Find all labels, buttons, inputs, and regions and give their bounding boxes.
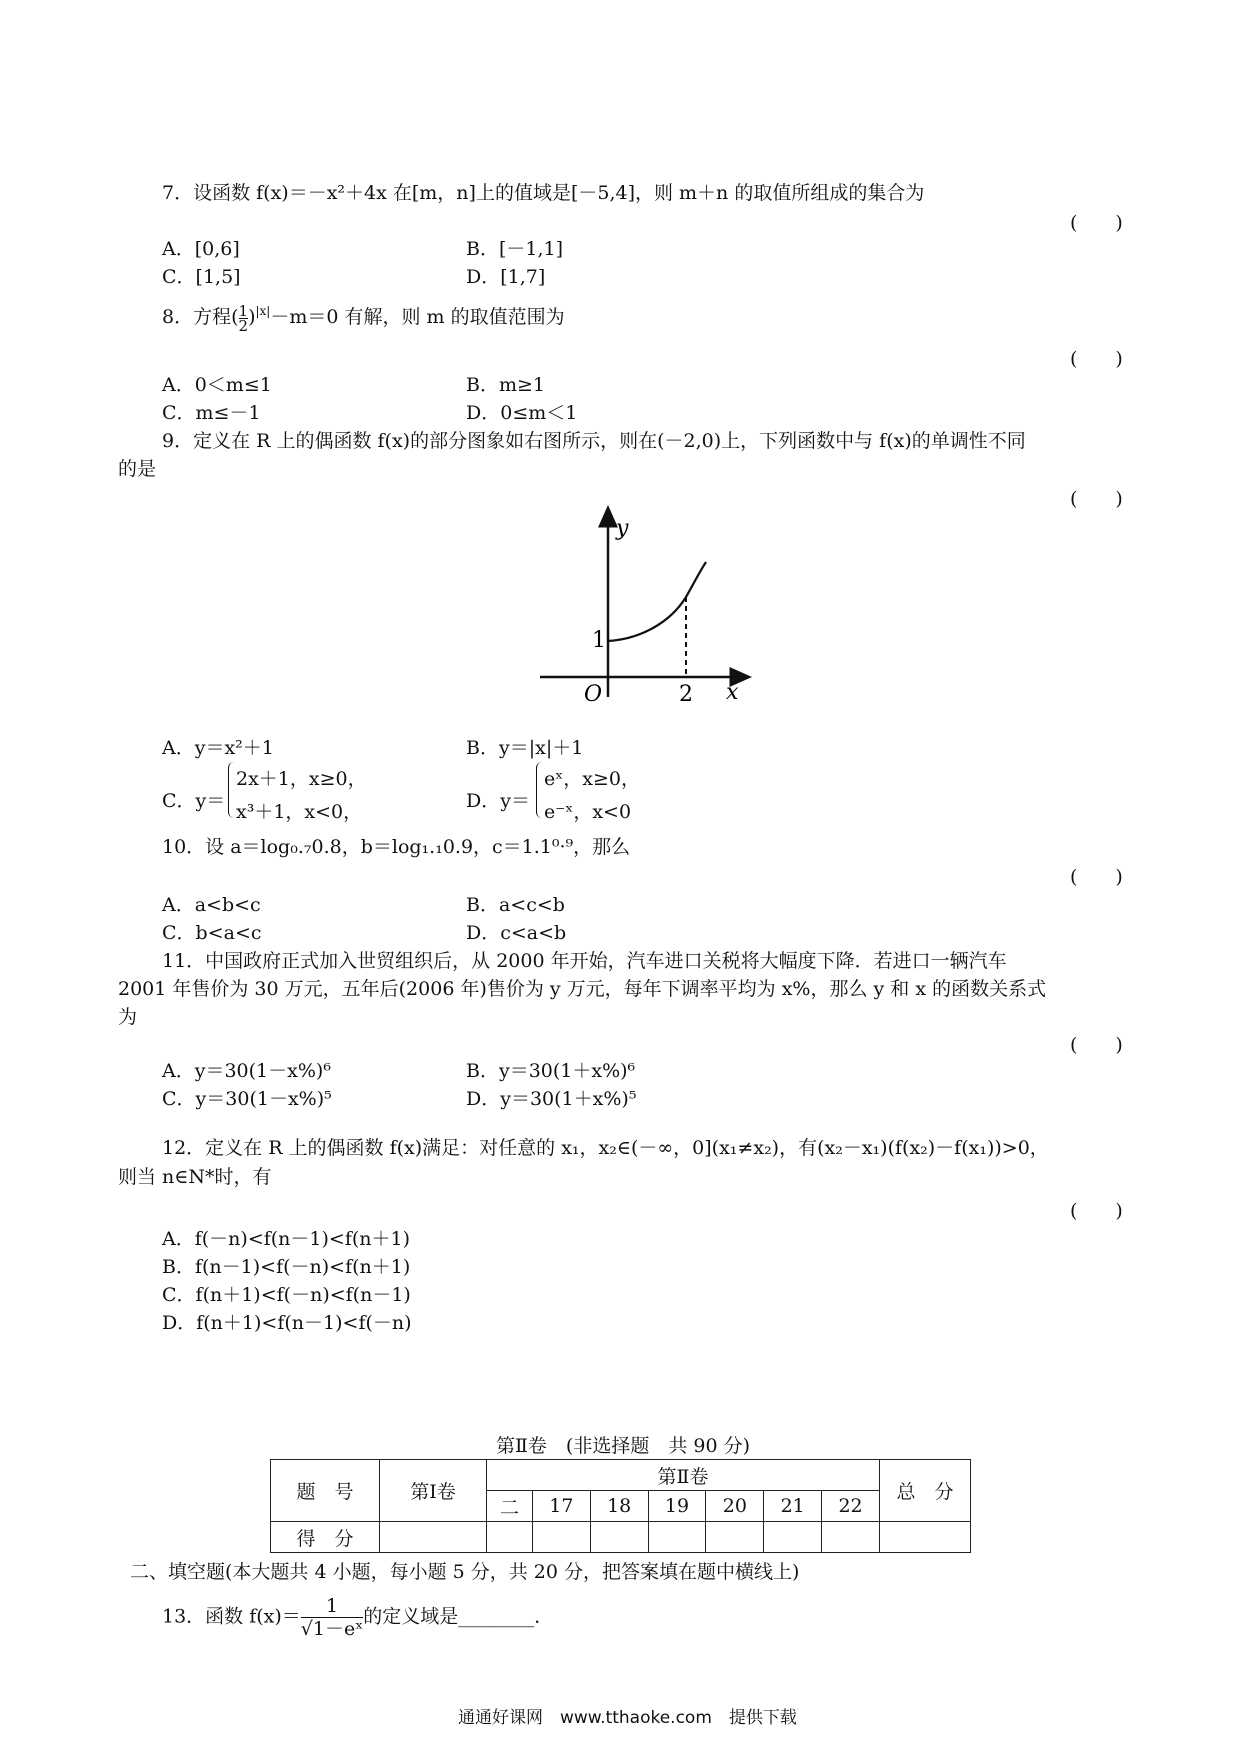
q8-stem: 8．方程( $\frac{1}{2}$ )$^{|x|}$－m＝0 有解，则 m 的取值范围为	[162, 301, 565, 335]
x-tick-label: 2	[679, 682, 693, 705]
fill-section-header: 二、填空题(本大题共 4 小题，每小题 5 分，共 20 分，把答案填在题中横线上)	[130, 1561, 800, 1583]
function-graph	[520, 505, 760, 705]
q12-option-a: A．f(－n)<f(n－1)<f(n＋1)	[162, 1228, 411, 1250]
q11-stem-line2: 2001 年售价为 30 万元，五年后(2006 年)售价为 y 万元，每年下调率平均为 x%，那么 y 和 x 的函数关系式	[118, 978, 1047, 1000]
q8-fraction	[238, 301, 249, 335]
q8-frac-den: 2	[238, 316, 249, 335]
q8-frac-num: 1	[238, 301, 249, 320]
score-table-subcol: 17	[532, 1491, 590, 1522]
q11-stem-line1: 11．中国政府正式加入世贸组织后，从 2000 年开始，汽车进口关税将大幅度下降．若进口一辆汽车	[162, 950, 1007, 972]
q11-option-c: C．y＝30(1－x%)⁵	[162, 1088, 332, 1110]
q9-option-c-brace	[228, 762, 235, 818]
section2-title: 第Ⅱ卷 (非选择题 共 90 分)	[496, 1435, 750, 1457]
q10-option-d: D．c<a<b	[466, 922, 567, 944]
q10-answer-paren: ( )	[1070, 866, 1123, 888]
q13-stem-pre: 13．函数 f(x)＝	[162, 1605, 301, 1628]
q8-exponent: |x|	[255, 304, 271, 318]
q9-option-d-case1: eˣ，x≥0，	[544, 768, 641, 790]
q13-frac-den-wrap: √1－eˣ	[300, 1618, 364, 1640]
score-cell	[764, 1522, 822, 1553]
q10-option-b: B．a<c<b	[466, 894, 565, 916]
score-cell	[590, 1522, 648, 1553]
score-table-subcol: 二	[487, 1491, 533, 1522]
q11-option-d: D．y＝30(1＋x%)⁵	[466, 1088, 637, 1110]
y-intercept-label: 1	[592, 628, 606, 653]
q12-stem-line2: 则当 n∈N*时，有	[118, 1166, 272, 1188]
q13-frac-num: 1	[301, 1595, 364, 1618]
footer-text: 通通好课网 www.tthaoke.com 提供下载	[458, 1708, 797, 1728]
score-table-header-total: 总 分	[880, 1460, 971, 1522]
score-cell	[648, 1522, 706, 1553]
q11-stem-line3: 为	[118, 1006, 138, 1028]
score-table-subcol: 21	[764, 1491, 822, 1522]
q9-option-a: A．y＝x²＋1	[162, 737, 274, 759]
q8-option-c: C．m≤－1	[162, 402, 261, 424]
q13-stem	[162, 1595, 553, 1640]
origin-label: O	[584, 682, 603, 705]
q8-stem-pre: 8．方程(	[162, 306, 239, 328]
score-table-header-part2: 第Ⅱ卷	[487, 1460, 880, 1491]
score-cell	[532, 1522, 590, 1553]
q7-answer-paren: ( )	[1070, 212, 1123, 234]
score-table-row-label: 得 分	[271, 1522, 380, 1553]
q7-option-b: B．[－1,1]	[466, 238, 564, 260]
q9-stem-line2: 的是	[118, 458, 157, 480]
score-table	[270, 1459, 971, 1553]
q11-option-b: B．y＝30(1＋x%)⁶	[466, 1060, 636, 1082]
score-table-subcol: 19	[648, 1491, 706, 1522]
q9-stem-line1: 9．定义在 R 上的偶函数 f(x)的部分图象如右图所示，则在(－2,0)上，下列函数中与 f(x)的单调性不同	[162, 430, 1026, 452]
x-axis-label: x	[726, 680, 739, 705]
q8-stem-post: －m＝0 有解，则 m 的取值范围为	[270, 306, 565, 328]
q9-option-d-case2: e⁻ˣ，x<0	[544, 801, 632, 823]
q13-fraction	[301, 1595, 364, 1640]
score-cell	[487, 1522, 533, 1553]
q12-option-c: C．f(n＋1)<f(－n)<f(n－1)	[162, 1284, 411, 1306]
score-cell	[880, 1522, 971, 1553]
q13-frac-den: 1－eˣ	[312, 1618, 364, 1640]
q7-option-a: A．[0,6]	[162, 238, 240, 260]
score-cell	[380, 1522, 487, 1553]
q9-answer-paren: ( )	[1070, 488, 1123, 510]
q7-option-d: D．[1,7]	[466, 266, 546, 288]
q10-option-c: C．b<a<c	[162, 922, 262, 944]
score-cell	[822, 1522, 880, 1553]
q9-option-c-case2: x³＋1，x<0，	[236, 801, 363, 823]
q7-option-c: C．[1,5]	[162, 266, 241, 288]
score-table-header-tihao: 题 号	[271, 1460, 380, 1522]
score-table-subcol: 18	[590, 1491, 648, 1522]
q12-option-b: B．f(n－1)<f(－n)<f(n＋1)	[162, 1256, 411, 1278]
q7-stem: 7．设函数 f(x)＝－x²＋4x 在[m，n]上的值域是[－5,4]，则 m＋n 的取值所组成的集合为	[162, 182, 925, 204]
curve	[608, 562, 706, 641]
q9-option-d-brace	[536, 762, 543, 818]
q9-option-d-prefix: D．y＝	[466, 790, 530, 812]
q8-option-b: B．m≥1	[466, 374, 545, 396]
q12-stem-line1: 12．定义在 R 上的偶函数 f(x)满足：对任意的 x₁，x₂∈(－∞，0](x₁≠x₂)，有(x₂－x₁)(f(x₂)－f(x₁))>0，	[162, 1137, 1049, 1159]
q8-answer-paren: ( )	[1070, 348, 1123, 370]
q9-option-c-case1: 2x＋1，x≥0，	[236, 768, 367, 790]
q10-option-a: A．a<b<c	[162, 894, 261, 916]
q12-answer-paren: ( )	[1070, 1200, 1123, 1222]
q11-option-a: A．y＝30(1－x%)⁶	[162, 1060, 331, 1082]
score-table-subcol: 20	[706, 1491, 764, 1522]
q9-option-c-prefix: C．y＝	[162, 790, 226, 812]
score-table-subcol: 22	[822, 1491, 880, 1522]
score-table-header-part1: 第Ⅰ卷	[380, 1460, 487, 1522]
q8-option-d: D．0≤m＜1	[466, 402, 578, 424]
score-cell	[706, 1522, 764, 1553]
q9-option-b: B．y＝|x|＋1	[466, 737, 584, 759]
y-axis-label: y	[616, 516, 629, 541]
q8-option-a: A．0＜m≤1	[162, 374, 272, 396]
q10-stem: 10．设 a＝log₀.₇0.8，b＝log₁.₁0.9，c＝1.1⁰·⁹，那么	[162, 836, 631, 858]
q12-option-d: D．f(n＋1)<f(n－1)<f(－n)	[162, 1312, 412, 1334]
q13-stem-post: 的定义域是________．	[363, 1605, 554, 1628]
q11-answer-paren: ( )	[1070, 1034, 1123, 1056]
